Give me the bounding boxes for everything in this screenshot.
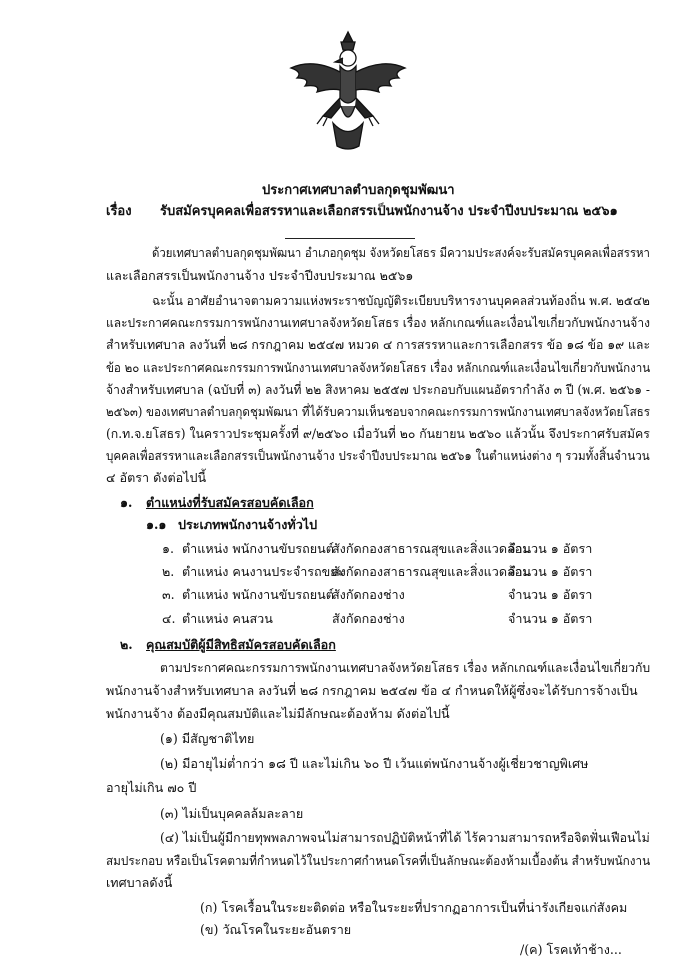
qualification-item: (๑) มีสัญชาติไทย	[160, 731, 255, 746]
position-count: จำนวน ๑ อัตรา	[508, 541, 593, 556]
garuda-emblem-icon	[283, 28, 413, 153]
position-title: ตำแหน่ง คนสวน	[182, 611, 273, 626]
qualification-item: เทศบาลดังนี้	[106, 875, 173, 890]
position-count: จำนวน ๑ อัตรา	[508, 611, 593, 626]
disease-subitem: (ก) โรคเรื้อนในระยะติดต่อ หรือในระยะที่ปรากฏอาการเป็นที่น่ารังเกียจแก่สังคม	[200, 900, 628, 915]
page-continuation: /(ค) โรคเท้าช้าง...	[520, 942, 622, 957]
section1-sub-heading: ประเภทพนักงานจ้างทั่วไป	[178, 517, 318, 532]
paragraph-line: จ้างสำหรับเทศบาล (ฉบับที่ ๓) ลงวันที่ ๒๒ สิงหาคม ๒๕๕๗ ประกอบกับแผนอัตรากำลัง ๓ ปี (พ.ศ. ๒๕๖๑ -	[106, 382, 650, 397]
section1-number: ๑.	[120, 495, 133, 510]
paragraph-line: ข้อ ๒๐ และประกาศคณะกรรมการพนักงานเทศบาลจังหวัดยโสธร เรื่อง หลักเกณฑ์และเงื่อนไขเกี่ยวกับพนักงาน	[106, 360, 651, 375]
position-unit: สังกัดกองสาธารณสุขและสิ่งแวดล้อม	[332, 564, 531, 579]
section1-heading: ตำแหน่งที่รับสมัครสอบคัดเลือก	[146, 495, 314, 510]
paragraph-line: ๒๕๖๓) ของเทศบาลตำบลกุดชุมพัฒนา ที่ได้รับความเห็นชอบจากคณะกรรมการพนักงานเทศบาลจังหวัดยโสธร	[106, 404, 651, 419]
position-number: ๒.	[162, 564, 175, 579]
position-number: ๔.	[162, 611, 176, 626]
subject-label: เรื่อง	[106, 204, 132, 219]
qualification-item: (๒) มีอายุไม่ต่ำกว่า ๑๘ ปี และไม่เกิน ๖๐ ปี เว้นแต่พนักงานจ้างผู้เชี่ยวชาญพิเศษ	[160, 756, 589, 771]
position-unit: สังกัดกองช่าง	[332, 611, 405, 626]
intro-line: และเลือกสรรเป็นพนักงานจ้าง ประจำปีงบประมาณ ๒๕๖๑	[106, 268, 414, 283]
intro-line: ด้วยเทศบาลตำบลกุดชุมพัฒนา อำเภอกุดชุม จังหวัดยโสธร มีความประสงค์จะรับสมัครบุคคลเพื่อสรรหา	[152, 245, 650, 260]
paragraph-line: (ก.ท.จ.ยโสธร) ในคราวประชุมครั้งที่ ๙/๒๕๖๐ เมื่อวันที่ ๒๐ กันยายน ๒๕๖๐ แล้วนั้น จึงประกาศรับสมัคร	[106, 426, 650, 441]
paragraph-line: ๔ อัตรา ดังต่อไปนี้	[106, 470, 207, 485]
paragraph-line: และประกาศคณะกรรมการพนักงานเทศบาลจังหวัดยโสธร เรื่อง หลักเกณฑ์และเงื่อนไขเกี่ยวกับพนักงานจ้าง	[106, 315, 650, 330]
qualification-item: สมประกอบ หรือเป็นโรคตามที่กำหนดไว้ในประกาศกำหนดโรคที่เป็นลักษณะต้องห้ามเบื้องต้น สำหรับพนักงาน	[106, 853, 651, 868]
section2-number: ๒.	[120, 637, 133, 652]
paragraph-line: บุคคลเพื่อสรรหาและเลือกสรรเป็นพนักงานจ้าง ประจำปีงบประมาณ ๒๕๖๑ ในตำแหน่งต่าง ๆ รวมทั้งสิ้นจำนวน	[106, 448, 650, 463]
qualification-item: (๔) ไม่เป็นผู้มีกายทุพพลภาพจนไม่สามารถปฏิบัติหน้าที่ได้ ไร้ความสามารถหรือจิตฟั่นเฟือนไม่	[160, 830, 650, 845]
section1-sub-number: ๑.๑	[146, 517, 167, 532]
position-title: ตำแหน่ง พนักงานขับรถยนต์	[182, 587, 334, 602]
paragraph-line: สำหรับเทศบาล ลงวันที่ ๒๘ กรกฎาคม ๒๕๔๗ หมวด ๔ การสรรหาและการเลือกสรร ข้อ ๑๘ ข้อ ๑๙ และ	[106, 337, 651, 352]
position-title: ตำแหน่ง คนงานประจำรถขยะ	[182, 564, 345, 579]
disease-subitem: (ข) วัณโรคในระยะอันตราย	[200, 922, 352, 937]
position-count: จำนวน ๑ อัตรา	[508, 587, 593, 602]
qualification-item: อายุไม่เกิน ๗๐ ปี	[106, 780, 197, 795]
section2-heading: คุณสมบัติผู้มีสิทธิสมัครสอบคัดเลือก	[146, 637, 336, 652]
position-unit: สังกัดกองสาธารณสุขและสิ่งแวดล้อม	[332, 541, 531, 556]
qualification-item: (๓) ไม่เป็นบุคคลล้มละลาย	[160, 806, 304, 821]
section2-intro-line: พนักงานจ้าง ต้องมีคุณสมบัติและไม่มีลักษณะต้องห้าม ดังต่อไปนี้	[106, 706, 450, 721]
section2-intro-line: ตามประกาศคณะกรรมการพนักงานเทศบาลจังหวัดยโสธร เรื่อง หลักเกณฑ์และเงื่อนไขเกี่ยวกับ	[160, 660, 651, 675]
position-unit: สังกัดกองช่าง	[332, 587, 405, 602]
position-number: ๓.	[162, 587, 175, 602]
section2-intro-line: พนักงานจ้างสำหรับเทศบาล ลงวันที่ ๒๘ กรกฎาคม ๒๕๔๗ ข้อ ๔ กำหนดให้ผู้ซึ่งจะได้รับการจ้างเป็น	[106, 683, 638, 698]
subject-text: รับสมัครบุคคลเพื่อสรรหาและเลือกสรรเป็นพนักงานจ้าง ประจำปีงบประมาณ ๒๕๖๑	[160, 204, 618, 219]
position-title: ตำแหน่ง พนักงานขับรถยนต์	[182, 541, 334, 556]
announcement-title: ประกาศเทศบาลตำบลกุดชุมพัฒนา	[262, 183, 455, 198]
title-divider	[285, 238, 415, 239]
position-number: ๑.	[162, 541, 174, 556]
position-count: จำนวน ๑ อัตรา	[508, 564, 593, 579]
paragraph-line: ฉะนั้น อาศัยอำนาจตามความแห่งพระราชบัญญัติระเบียบบริหารงานบุคคลส่วนท้องถิ่น พ.ศ. ๒๕๔๒	[152, 293, 650, 308]
